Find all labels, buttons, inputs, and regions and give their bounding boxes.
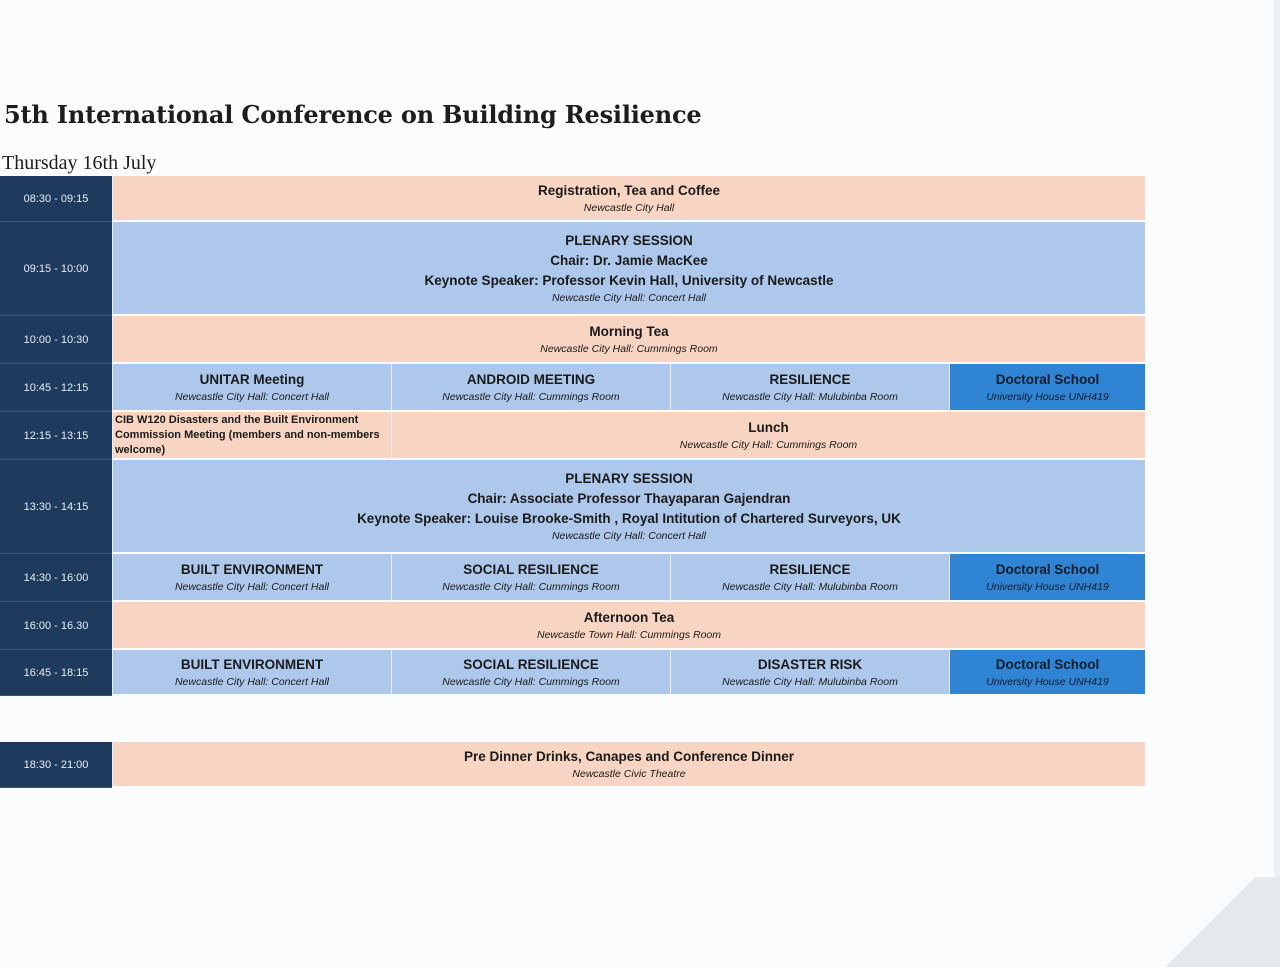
session-venue: Newcastle City Hall: Concert Hall	[551, 529, 707, 542]
session-venue: University House UNH419	[986, 675, 1109, 688]
session-cell	[112, 554, 391, 602]
session-cell	[112, 364, 391, 412]
schedule-row-morning-tea	[0, 316, 1145, 364]
session-venue: Newcastle City Hall: Cummings Room	[540, 342, 718, 355]
page-edge	[1274, 0, 1280, 967]
time-slot: 18:30 - 21:00	[0, 742, 112, 788]
session-cell	[391, 650, 670, 696]
page-title: 5th International Conference on Building Resilience	[4, 100, 702, 129]
session-chair: Chair: Dr. Jamie MacKee	[550, 252, 708, 268]
session-chair: Chair: Associate Professor Thayaparan Gajendran	[467, 490, 791, 506]
session-venue: Newcastle City Hall: Concert Hall	[551, 291, 707, 304]
schedule-row-dinner	[0, 742, 1145, 788]
time-slot: 12:15 - 13:15	[0, 412, 112, 460]
session-venue: Newcastle City Hall: Concert Hall	[174, 390, 330, 403]
session-title: BUILT ENVIRONMENT	[180, 656, 324, 672]
session-title: Pre Dinner Drinks, Canapes and Conference Dinner	[463, 748, 795, 764]
session-title: RESILIENCE	[769, 371, 851, 387]
session-cell	[112, 742, 1145, 788]
session-cell	[112, 222, 1145, 316]
session-title: PLENARY SESSION	[565, 232, 693, 248]
time-slot: 16:00 - 16.30	[0, 602, 112, 650]
session-venue: Newcastle City Hall: Concert Hall	[174, 580, 330, 593]
session-title: SOCIAL RESILIENCE	[463, 561, 599, 577]
session-cell	[670, 364, 949, 412]
keynote-speaker: Keynote Speaker: Professor Kevin Hall, University of Newcastle	[424, 272, 834, 288]
session-title: BUILT ENVIRONMENT	[180, 561, 324, 577]
schedule-row-parallel-1	[0, 364, 1145, 412]
session-venue: Newcastle City Hall: Cummings Room	[442, 675, 620, 688]
doctoral-school-cell	[949, 364, 1145, 412]
doctoral-school-cell	[949, 554, 1145, 602]
session-title: PLENARY SESSION	[565, 470, 693, 486]
cib-meeting-cell	[112, 412, 391, 460]
session-cell	[112, 176, 1145, 222]
folded-corner	[1140, 877, 1280, 967]
session-venue: Newcastle City Hall: Cummings Room	[442, 580, 620, 593]
session-title: Registration, Tea and Coffee	[537, 182, 721, 198]
session-cell	[391, 554, 670, 602]
schedule-row-afternoon-tea	[0, 602, 1145, 650]
session-title: DISASTER RISK	[757, 656, 863, 672]
time-slot: 08:30 - 09:15	[0, 176, 112, 222]
session-cell	[112, 650, 391, 696]
session-venue: University House UNH419	[986, 580, 1109, 593]
session-cell	[112, 602, 1145, 650]
session-title: Doctoral School	[995, 561, 1100, 577]
session-venue: Newcastle Civic Theatre	[572, 767, 686, 780]
session-title: Morning Tea	[589, 323, 669, 339]
session-cell	[112, 460, 1145, 554]
time-slot: 10:00 - 10:30	[0, 316, 112, 364]
session-venue: Newcastle City Hall: Cummings Room	[442, 390, 620, 403]
time-slot: 09:15 - 10:00	[0, 222, 112, 316]
schedule-row-registration	[0, 176, 1145, 222]
doctoral-school-cell	[949, 650, 1145, 696]
schedule-row-lunch	[0, 412, 1145, 460]
session-title: RESILIENCE	[769, 561, 851, 577]
session-cell	[670, 650, 949, 696]
session-title: Afternoon Tea	[583, 609, 675, 625]
session-venue: Newcastle City Hall: Mulubinba Room	[722, 580, 898, 593]
schedule-row-parallel-2	[0, 554, 1145, 602]
cib-meeting-text: CIB W120 Disasters and the Built Environment Commission Meeting (members and non-members welcome)	[115, 413, 380, 456]
session-title: Doctoral School	[995, 656, 1100, 672]
schedule-row-plenary-1	[0, 222, 1145, 316]
session-venue: Newcastle City Hall: Mulubinba Room	[722, 390, 898, 403]
session-venue: Newcastle City Hall: Cummings Room	[679, 438, 858, 451]
session-title: UNITAR Meeting	[199, 371, 305, 387]
session-cell	[391, 364, 670, 412]
time-slot: 13:30 - 14:15	[0, 460, 112, 554]
day-heading: Thursday 16th July	[2, 152, 157, 174]
session-cell	[391, 412, 1145, 460]
time-slot: 16:45 - 18:15	[0, 650, 112, 696]
session-title: ANDROID MEETING	[466, 371, 596, 387]
session-title: SOCIAL RESILIENCE	[463, 656, 599, 672]
session-venue: Newcastle City Hall	[583, 201, 675, 214]
session-venue: University House UNH419	[986, 390, 1109, 403]
schedule-row-parallel-3	[0, 650, 1145, 696]
session-venue: Newcastle Town Hall: Cummings Room	[536, 628, 721, 641]
session-title: Lunch	[748, 419, 789, 435]
schedule-row-plenary-2	[0, 460, 1145, 554]
keynote-speaker: Keynote Speaker: Louise Brooke-Smith , Royal Intitution of Chartered Surveyors, UK	[357, 510, 901, 526]
session-venue: Newcastle City Hall: Concert Hall	[174, 675, 330, 688]
session-venue: Newcastle City Hall: Mulubinba Room	[722, 675, 898, 688]
time-slot: 10:45 - 12:15	[0, 364, 112, 412]
time-slot: 14:30 - 16:00	[0, 554, 112, 602]
session-title: Doctoral School	[995, 371, 1100, 387]
session-cell	[670, 554, 949, 602]
session-cell	[112, 316, 1145, 364]
